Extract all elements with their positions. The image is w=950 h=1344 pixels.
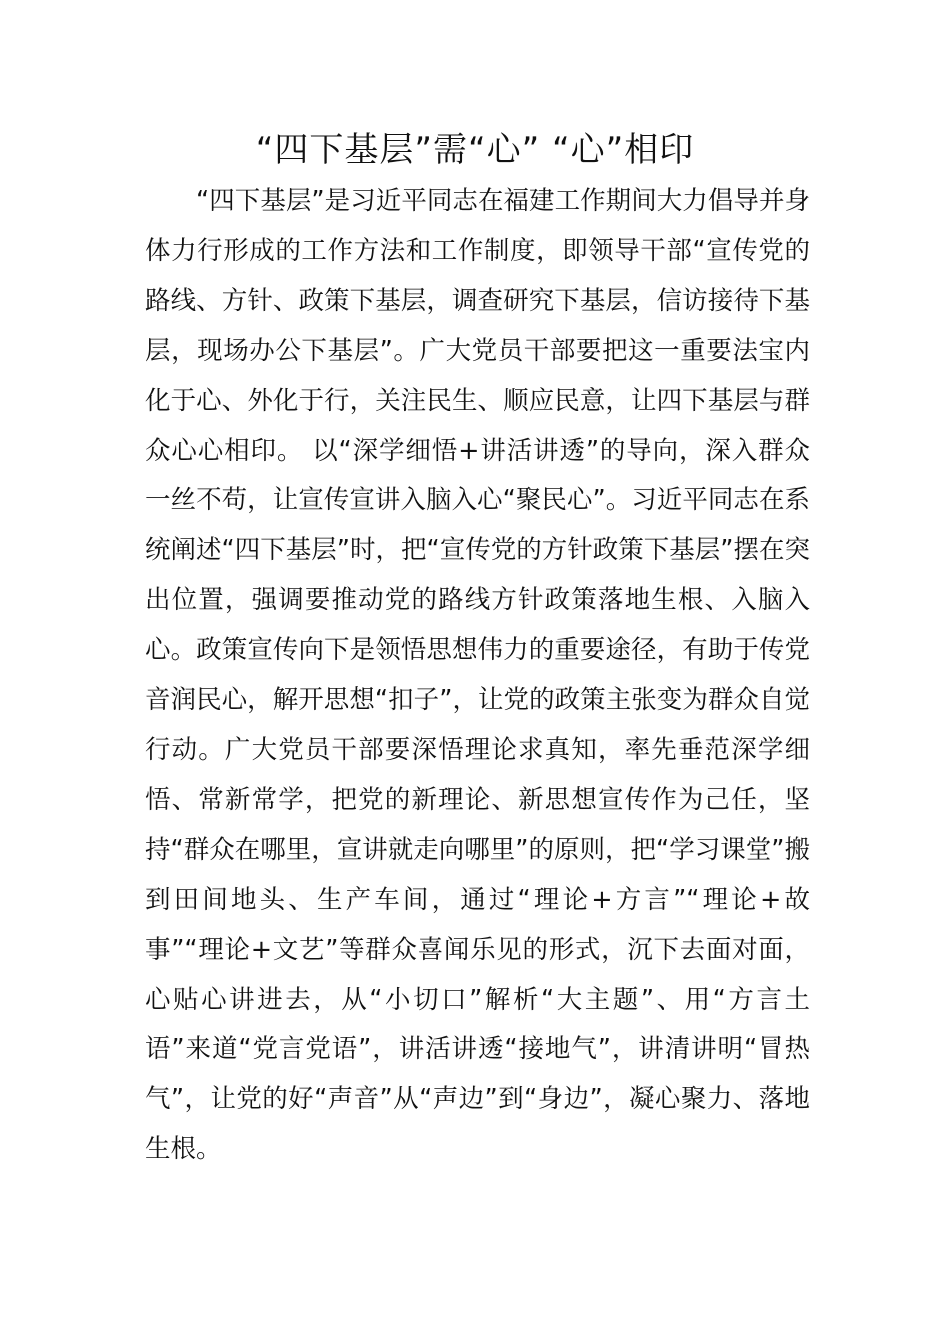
document-title: “四下基层”需“心” “心”相印 [255, 130, 695, 170]
body-paragraph: “四下基层”是习近平同志在福建工作期间大力倡导并身体力行形成的工作方法和工作制度，即领导干部“宣传党的路线、方针、政策下基层，调查研究下基层，信访接待下基层，现场办公下基层”。广大党员干部要把这一重要法宝内化于心、外化于行，关注民生、顺应民意，让四下基层与群众心心相印。 以“深学细悟+讲活讲透”的导向，深入群众一丝不苟，让宣传宣讲入脑入心“聚民心”。习近平同志在系统阐述“四下基层”时，把“宣传党的方针政策下基层”摆在突出位置，强调要推动党的路线方针政策落地生根、入脑入心。政策宣传向下是领悟思想伟力的重要途径，有助于传党音润民心，解开思想“扣子”，让党的政策主张变为群众自觉行动。广大党员干部要深悟理论求真知，率先垂范深学细悟、常新常学，把党的新理论、新思想宣传作为己任，坚持“群众在哪里，宣讲就走向哪里”的原则，把“学习课堂”搬到田间地头、生产车间，通过“理论+方言”“理论+故事”“理论+文艺”等群众喜闻乐见的形式，沉下去面对面，心贴心讲进去，从“小切口”解析“大主题”、用“方言土语”来道“党言党语”，讲活讲透“接地气”，讲清讲明“冒热气”，让党的好“声音”从“声边”到“身边”，凝心聚力、落地生根。 [145, 186, 810, 1165]
